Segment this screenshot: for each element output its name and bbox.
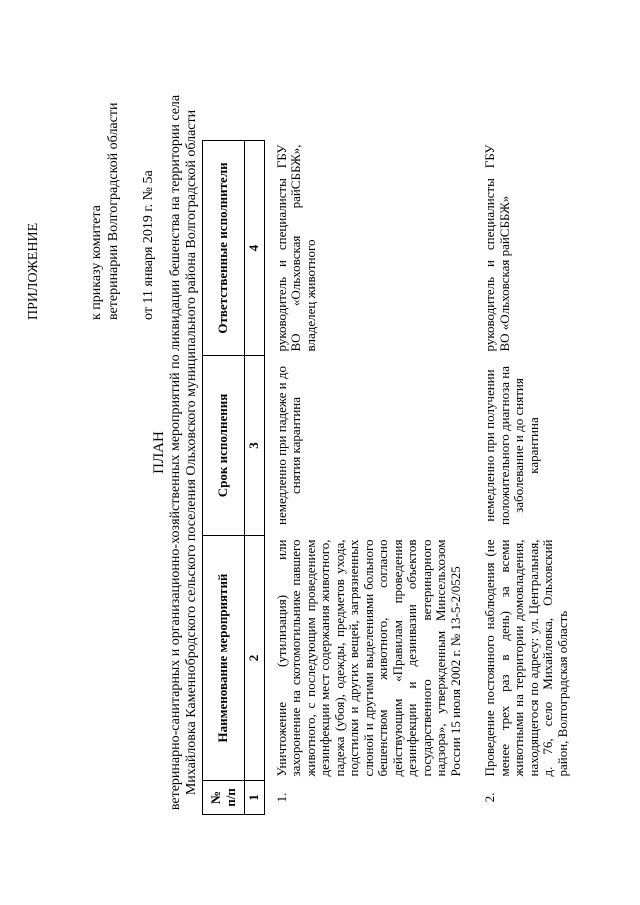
table-row [264, 141, 465, 815]
header-num: № п/п [203, 781, 245, 815]
table-row [465, 141, 572, 815]
row-term: немедленно при получении положительного диагноза на заболевание и до снятия карантина [482, 366, 541, 525]
col-number-1: 1 [245, 781, 265, 815]
row-action: Проведение постоянного наблюдения (не менее трех раз в день) за всеми животными на территории домовладения, находящегося по адресу: ул. Центральная, д. 76, село Михайловка, Ольховский район, Волгоградская область [482, 539, 570, 777]
row-responsible: руководитель и специалисты ГБУ ВО «Ольховская райСББЖ», владелец животного [273, 144, 318, 352]
col-number-4: 4 [245, 141, 265, 356]
row-number: 2. [482, 792, 497, 803]
row-term: немедленно при падеже и до снятия карантина [273, 366, 303, 526]
plan-subtitle-2: Михайловка Каменнобродского сельского поселения Ольховского муниципального района Волгоградской области [184, 109, 199, 796]
header-term: Срок исполнения [203, 356, 245, 536]
plan-subtitle-1: ветеринарно-санитарных и организационно-хозяйственных мероприятий по ликвидации бешенства на территории села [168, 94, 183, 811]
table-header-row [203, 141, 245, 815]
header-action: Наименование мероприятий [203, 536, 245, 781]
plan-title: ПЛАН [151, 431, 167, 474]
header-responsible: Ответственные исполнители [203, 141, 245, 356]
table-number-row [245, 141, 265, 815]
appendix-line1: к приказу комитета [89, 205, 104, 320]
col-number-3: 3 [245, 356, 265, 536]
appendix-title: ПРИЛОЖЕНИЕ [26, 222, 41, 320]
row-number: 1. [273, 792, 289, 803]
row-action: Уничтожение (утилизация) или захоронение на скотомогильнике павшего животного, с последующим проведением дезинфекции мест содержания животного, падежа (убоя), одежды, предметов ухода, подстилки и других вещей, загрязненных слюной и другими выделениями больного бешенством животного, согласно действующим «Правилам проведения дезинфекции и дезинвазии объектов государственного ветеринарного надзора», утвержденным Минсельхозом России 15 июля 2002 г. № 13-5-2/0525 [273, 539, 463, 777]
plan-table [202, 140, 572, 815]
col-number-2: 2 [245, 536, 265, 781]
appendix-date: от 11 января 2019 г. № 5а [141, 170, 156, 320]
row-responsible: руководитель и специалисты ГБУ ВО «Ольховская райСББЖ» [482, 144, 512, 352]
appendix-line2: ветеринарии Волгоградской области [106, 102, 121, 320]
